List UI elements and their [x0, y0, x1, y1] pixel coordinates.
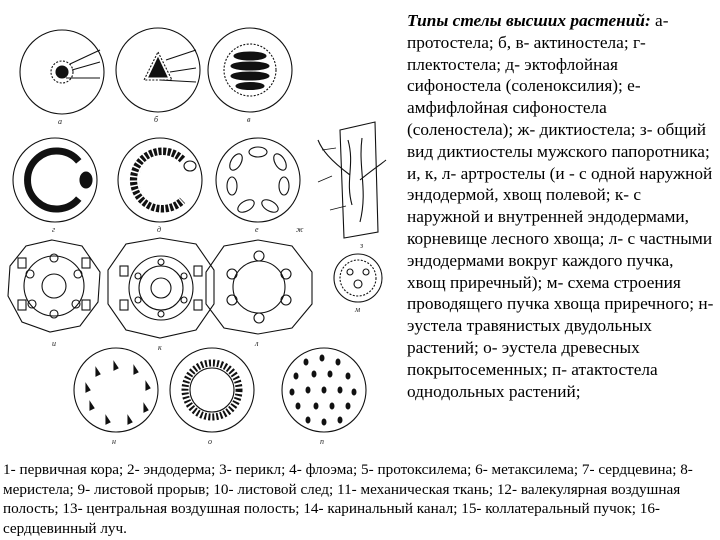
panel-p-atactostele: [282, 348, 366, 432]
panel-i-arthrostele: [8, 240, 100, 332]
panel-letter-p: п: [320, 437, 324, 446]
panel-letter-i: и: [52, 339, 56, 348]
caption-description: а- протостела; б, в- актиностела; г- плектостела; д- эктофлойная сифоностела (соленоксилия); е- амфифлойная сифоностела (соленостела); ж- диктиостела; з- общий вид диктиостелы мужского папоротника; и, к, л- артростелы (и - с одной наружной эндодермой, хвощ полевой; к- с наружной и внутренней эндодермами, корневище лесного хвоща; л- с частными эндодермами вокруг каждого пучка, хвощ приречный); м- схема строения проводящего пучка хвоща приречного; н- эустела травянистых двудольных растений; о- эустела древесных покрытосеменных; п- атактостела однодольных растений;: [407, 11, 714, 401]
panel-letter-b: б: [154, 115, 159, 124]
caption-legend: 1- первичная кора; 2- эндодерма; 3- перикл; 4- флоэма; 5- протоксилема; 6- метаксилема; 7- сердцевина; 8- меристела; 9- листовой прорыв; 10- листовой след; 11- механическая ткань; 12- валекулярная воздушная полость; 13- центральная воздушная полость; 14- каринальный канал; 15- коллатеральный пучок; 16- сердцевинный луч.: [3, 461, 693, 537]
panel-n-eustele-herbaceous: [74, 348, 158, 432]
panel-letter-k: к: [158, 343, 162, 352]
panel-d-ectophloic-siphonostele: [13, 138, 97, 222]
panel-letters: [52, 115, 363, 446]
panel-o-eustele-woody: [170, 348, 254, 432]
panel-letter-m: м: [355, 305, 361, 314]
stele-diagram-svg: [0, 0, 400, 452]
panel-letter-g: г: [52, 225, 56, 234]
caption-title: Типы стелы высших растений:: [407, 11, 651, 30]
panel-letter-zh: ж: [296, 225, 304, 234]
panel-z-dictyostele-view: [318, 122, 386, 238]
panel-letter-v: в: [247, 115, 251, 124]
panel-letter-d: д: [157, 225, 162, 234]
panel-letter-z: з: [360, 241, 364, 250]
panel-b-actinostele: [116, 28, 200, 112]
caption-description-block: [407, 10, 715, 402]
panel-letter-o: о: [208, 437, 212, 446]
panel-e-amphiphloic-siphonostele: [118, 138, 202, 222]
panel-zh-dictyostele: [216, 138, 300, 222]
panel-letter-e: е: [255, 225, 259, 234]
panel-m-vascular-bundle: [334, 254, 382, 302]
panel-a-protostele: [20, 30, 104, 114]
stele-types-figure: [0, 0, 400, 452]
panel-k-arthrostele: [108, 238, 214, 338]
panel-letter-n: н: [112, 437, 116, 446]
panel-v-plectostele: [208, 28, 292, 112]
panel-letter-a: а: [58, 117, 62, 126]
panel-letter-l: л: [255, 339, 259, 348]
panel-l-arthrostele: [206, 240, 312, 334]
